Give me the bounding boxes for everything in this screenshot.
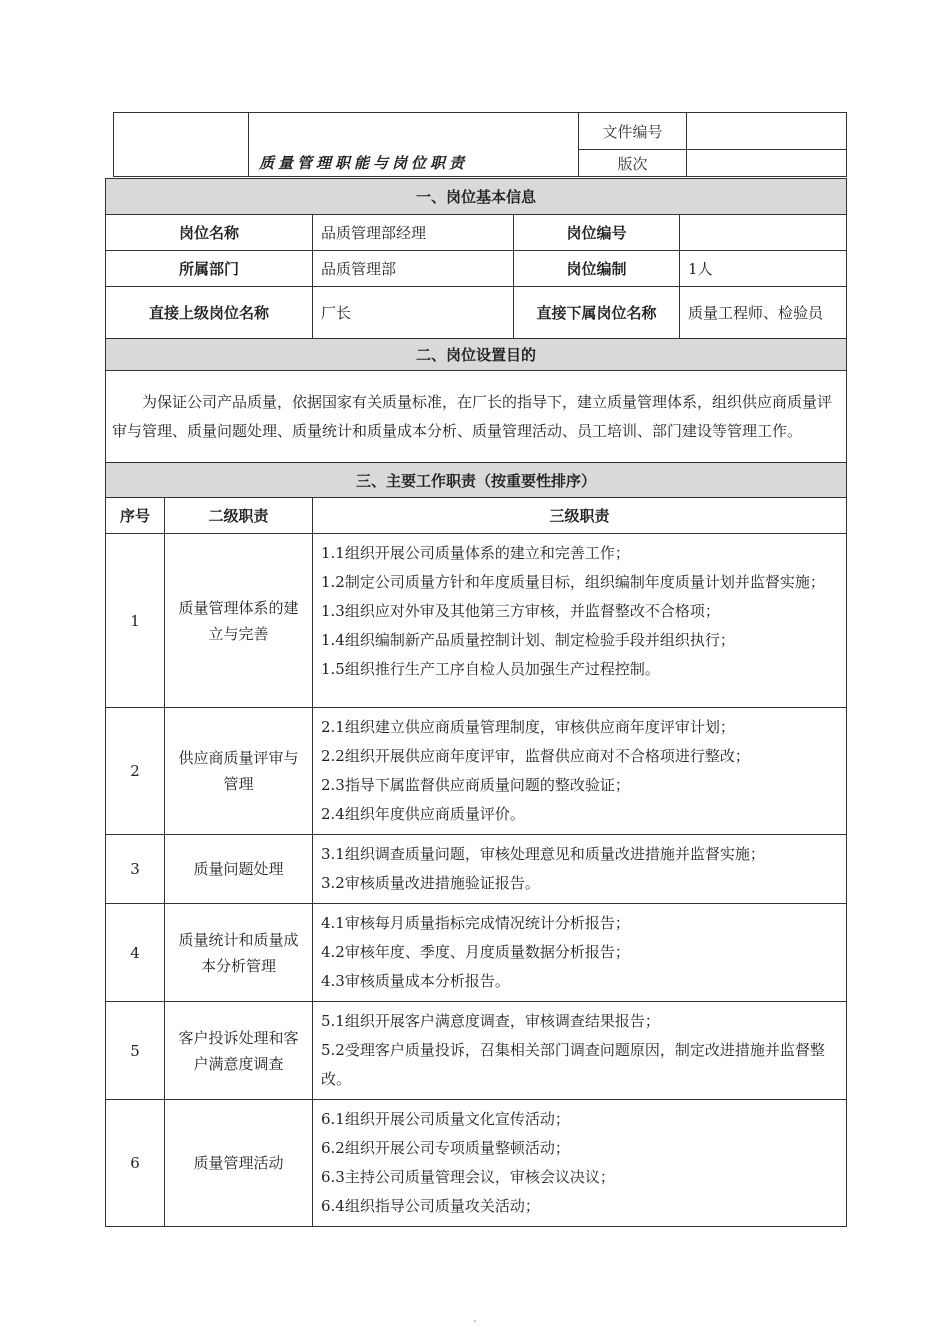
info-value: 品质管理部经理 bbox=[313, 215, 514, 251]
duty-item: 3.2审核质量改进措施验证报告。 bbox=[321, 874, 540, 892]
info-label: 所属部门 bbox=[106, 251, 313, 287]
info-value: 1人 bbox=[680, 251, 847, 287]
duty-level3-list bbox=[313, 835, 847, 904]
info-value: 质量工程师、检验员 bbox=[680, 287, 847, 339]
duty-row bbox=[106, 1002, 847, 1100]
page-footer-mark bbox=[474, 1320, 476, 1322]
info-label: 岗位编制 bbox=[514, 251, 680, 287]
header-table bbox=[113, 112, 847, 177]
duty-item: 6.3主持公司质量管理会议，审核会议决议； bbox=[321, 1168, 615, 1186]
duty-level3-list bbox=[313, 1002, 847, 1100]
duty-item: 4.2审核年度、季度、月度质量数据分析报告； bbox=[321, 943, 630, 961]
duty-item: 6.4组织指导公司质量攻关活动； bbox=[321, 1197, 540, 1215]
col-header-level3: 三级职责 bbox=[313, 498, 847, 534]
duty-no: 5 bbox=[106, 1002, 165, 1100]
duty-no: 3 bbox=[106, 835, 165, 904]
duty-item: 3.1组织调查质量问题，审核处理意见和质量改进措施并监督实施； bbox=[321, 845, 765, 863]
section-duties: 三、主要工作职责（按重要性排序） bbox=[106, 463, 847, 498]
info-row bbox=[106, 251, 847, 287]
info-row bbox=[106, 215, 847, 251]
duty-row bbox=[106, 904, 847, 1002]
duty-level2: 客户投诉处理和客户满意度调查 bbox=[165, 1002, 313, 1100]
duty-item: 2.1组织建立供应商质量管理制度，审核供应商年度评审计划； bbox=[321, 718, 735, 736]
version-label: 版次 bbox=[579, 150, 687, 177]
section-basic-info: 一、岗位基本信息 bbox=[106, 179, 847, 215]
duty-level3-list bbox=[313, 904, 847, 1002]
document-title: 质量管理职能与岗位职责 bbox=[249, 113, 579, 177]
duty-no: 2 bbox=[106, 708, 165, 835]
duty-item: 1.2制定公司质量方针和年度质量目标，组织编制年度质量计划并监督实施； bbox=[321, 573, 825, 591]
duty-item: 2.3指导下属监督供应商质量问题的整改验证； bbox=[321, 776, 630, 794]
duty-no: 4 bbox=[106, 904, 165, 1002]
info-value bbox=[680, 215, 847, 251]
duty-level2: 供应商质量评审与管理 bbox=[165, 708, 313, 835]
duty-level3-list bbox=[313, 1100, 847, 1227]
duty-item: 6.1组织开展公司质量文化宣传活动； bbox=[321, 1110, 570, 1128]
doc-no-value bbox=[687, 113, 847, 150]
duty-item: 4.3审核质量成本分析报告。 bbox=[321, 972, 510, 990]
duty-level2: 质量问题处理 bbox=[165, 835, 313, 904]
duty-item: 5.1组织开展客户满意度调查，审核调查结果报告； bbox=[321, 1012, 660, 1030]
section-purpose: 二、岗位设置目的 bbox=[106, 339, 847, 371]
duty-item: 2.2组织开展供应商年度评审，监督供应商对不合格项进行整改； bbox=[321, 747, 750, 765]
info-label: 直接上级岗位名称 bbox=[106, 287, 313, 339]
info-value: 品质管理部 bbox=[313, 251, 514, 287]
duty-row bbox=[106, 534, 847, 708]
duty-item: 5.2受理客户质量投诉，召集相关部门调查问题原因，制定改进措施并监督整改。 bbox=[321, 1041, 825, 1088]
duty-row bbox=[106, 1100, 847, 1227]
col-header-level2: 二级职责 bbox=[165, 498, 313, 534]
logo-cell bbox=[114, 113, 249, 177]
purpose-text: 为保证公司产品质量，依据国家有关质量标准，在厂长的指导下，建立质量管理体系，组织供应商质量评审与管理、质量问题处理、质量统计和质量成本分析、质量管理活动、员工培训、部门建设等管理工作。 bbox=[106, 371, 847, 463]
job-description-table bbox=[105, 178, 847, 1227]
info-label: 直接下属岗位名称 bbox=[514, 287, 680, 339]
duty-item: 6.2组织开展公司专项质量整顿活动； bbox=[321, 1139, 570, 1157]
info-label: 岗位名称 bbox=[106, 215, 313, 251]
duty-item: 1.4组织编制新产品质量控制计划、制定检验手段并组织执行； bbox=[321, 631, 735, 649]
info-label: 岗位编号 bbox=[514, 215, 680, 251]
duty-level2: 质量管理活动 bbox=[165, 1100, 313, 1227]
duties-header-row bbox=[106, 498, 847, 534]
duty-no: 1 bbox=[106, 534, 165, 708]
duty-level3-list bbox=[313, 534, 847, 708]
duty-item: 1.1组织开展公司质量体系的建立和完善工作； bbox=[321, 544, 630, 562]
doc-no-label: 文件编号 bbox=[579, 113, 687, 150]
duty-item: 2.4组织年度供应商质量评价。 bbox=[321, 805, 525, 823]
duty-row bbox=[106, 708, 847, 835]
info-value: 厂长 bbox=[313, 287, 514, 339]
col-header-no: 序号 bbox=[106, 498, 165, 534]
duty-item: 4.1审核每月质量指标完成情况统计分析报告； bbox=[321, 914, 630, 932]
duty-row bbox=[106, 835, 847, 904]
version-value bbox=[687, 150, 847, 177]
duty-no: 6 bbox=[106, 1100, 165, 1227]
info-row bbox=[106, 287, 847, 339]
duty-level3-list bbox=[313, 708, 847, 835]
duty-item: 1.3组织应对外审及其他第三方审核，并监督整改不合格项； bbox=[321, 602, 720, 620]
duty-level2: 质量管理体系的建立与完善 bbox=[165, 534, 313, 708]
duty-item: 1.5组织推行生产工序自检人员加强生产过程控制。 bbox=[321, 660, 660, 678]
duty-level2: 质量统计和质量成本分析管理 bbox=[165, 904, 313, 1002]
